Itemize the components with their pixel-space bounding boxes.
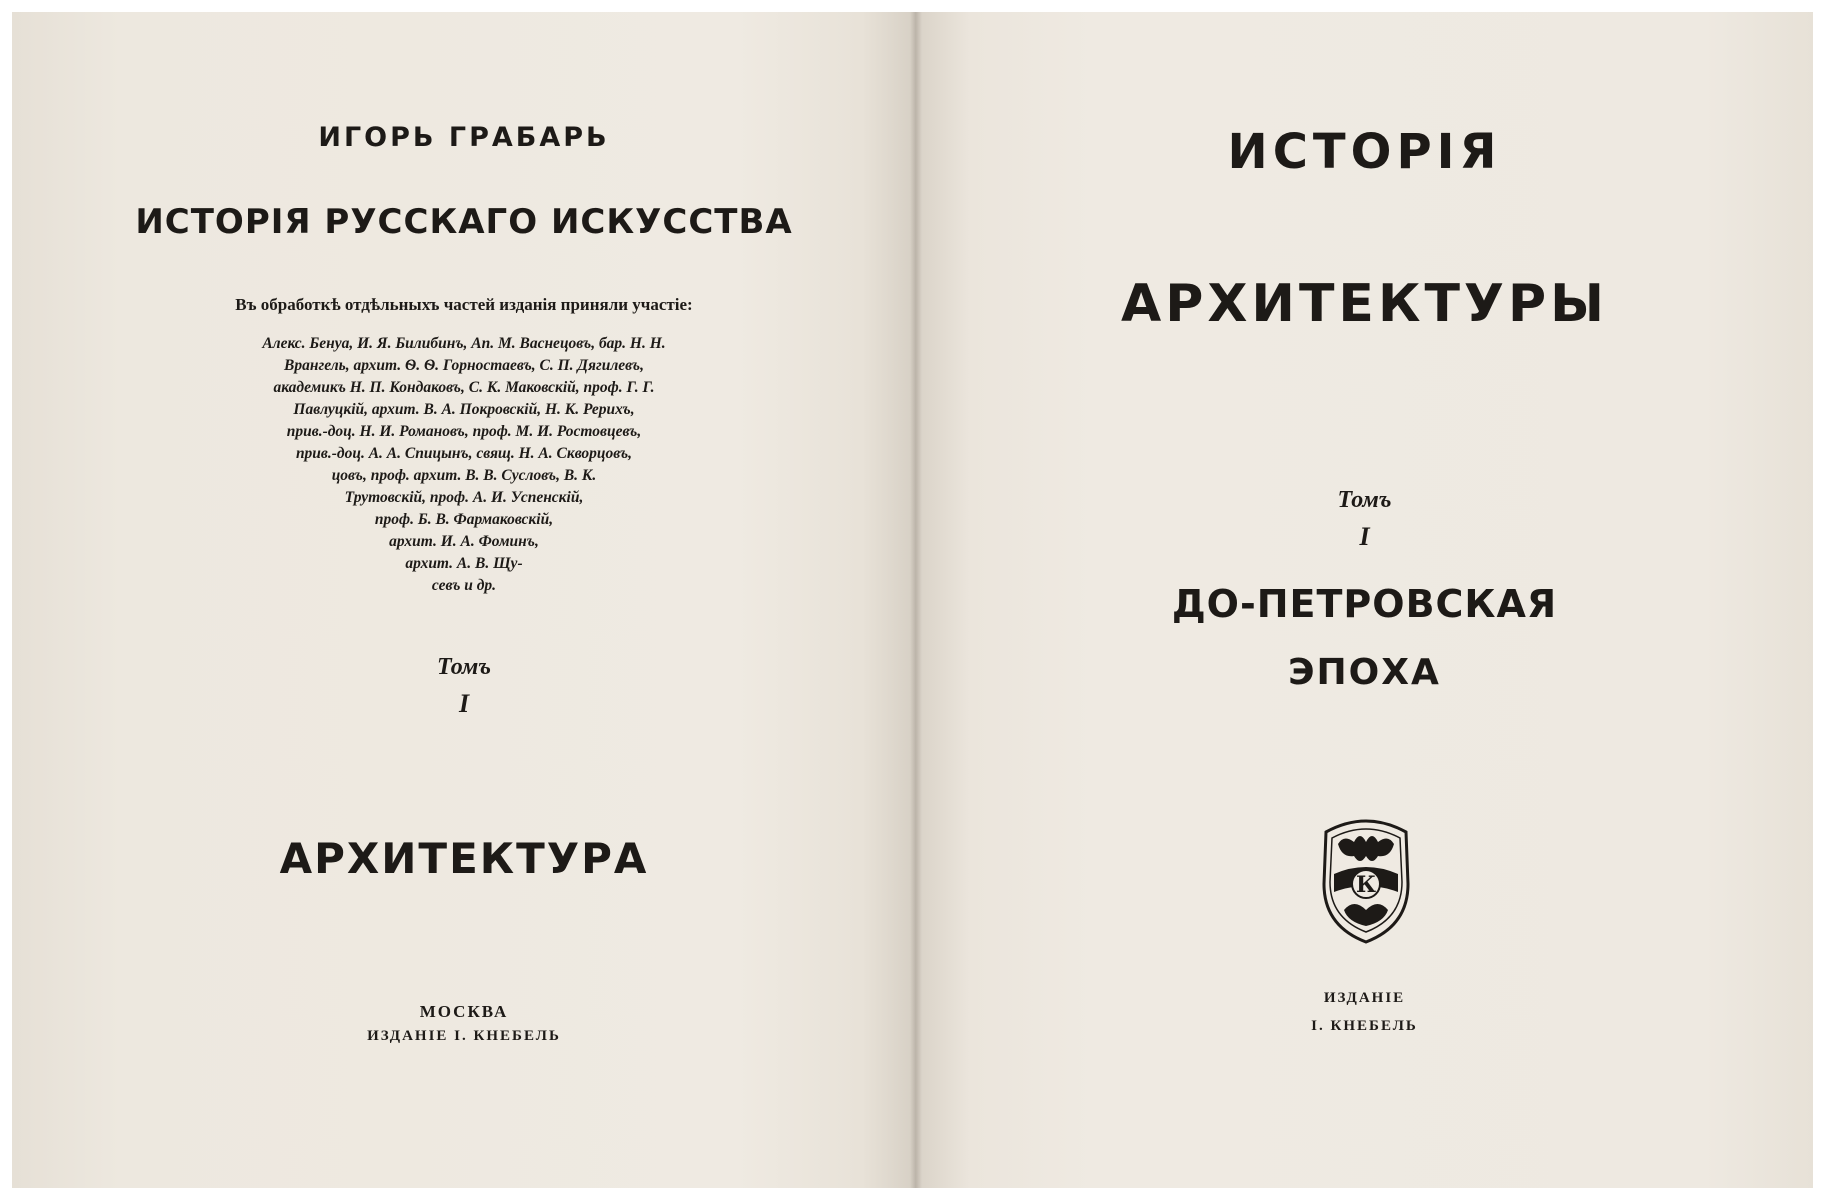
book-gutter	[910, 12, 922, 1188]
contributors-line: Трутовскій, проф. А. И. Успенскій,	[344, 489, 584, 506]
left-page	[12, 12, 916, 1188]
contributors-list	[214, 333, 714, 597]
right-page	[916, 12, 1813, 1188]
contributors-line: архит. И. А. Фоминъ,	[389, 533, 539, 550]
volume-subject: АРХИТЕКТУРА	[279, 834, 649, 883]
imprint-publisher: ИЗДАНІЕ І. КНЕБЕЛЬ	[367, 1028, 561, 1044]
publisher-emblem-icon	[1314, 814, 1418, 946]
contributors-line: прив.-доц. А. А. Спицынъ, свящ. Н. А. Скворцовъ,	[295, 445, 633, 462]
book-spread	[12, 12, 1813, 1188]
imprint-publisher: І. КНЕБЕЛЬ	[1311, 1018, 1418, 1034]
contributors-line: Павлуцкій, архит. В. А. Покровскій, Н. К. Рерихъ,	[293, 401, 635, 418]
contributors-line: севъ и др.	[431, 577, 497, 594]
contributors-line: Врангель, архит. Ѳ. Ѳ. Горностаевъ, С. П. Дягилевъ,	[284, 357, 644, 374]
period-line-1: ДО-ПЕТРОВСКАЯ	[1171, 582, 1558, 626]
volume-number: I	[458, 689, 470, 718]
emblem-monogram: К	[1355, 872, 1377, 898]
contributors-line: цовъ, проф. архит. В. В. Сусловъ, В. К.	[331, 467, 597, 484]
imprint-edition: ИЗДАНІЕ	[1323, 990, 1406, 1006]
volume-number: I	[1359, 522, 1370, 551]
contributors-intro: Въ обработкѣ отдѣльныхъ частей изданія приняли участіе:	[235, 295, 693, 314]
series-title: ИСТОРІЯ РУССКАГО ИСКУССТВА	[135, 202, 793, 242]
author-name: ИГОРЬ ГРАБАРЬ	[318, 122, 610, 153]
period-line-2: ЭПОХА	[1288, 652, 1441, 693]
contributors-line: архит. А. В. Щу-	[405, 555, 523, 572]
contributors-line: прив.-доц. Н. И. Романовъ, проф. М. И. Ростовцевъ,	[286, 423, 642, 440]
volume-label: Томъ	[1337, 487, 1392, 513]
volume-label: Томъ	[437, 654, 491, 680]
title-line-2: АРХИТЕКТУРЫ	[1120, 274, 1608, 334]
title-line-1: ИСТОРІЯ	[1227, 124, 1502, 180]
contributors-line: Алекс. Бенуа, И. Я. Билибинъ, Ап. М. Васнецовъ, бар. Н. Н.	[262, 335, 666, 352]
contributors-line: академикъ Н. П. Кондаковъ, С. К. Маковскій, проф. Г. Г.	[273, 379, 655, 396]
contributors-line: проф. Б. В. Фармаковскій,	[374, 511, 554, 528]
imprint-city: МОСКВА	[419, 1002, 509, 1021]
